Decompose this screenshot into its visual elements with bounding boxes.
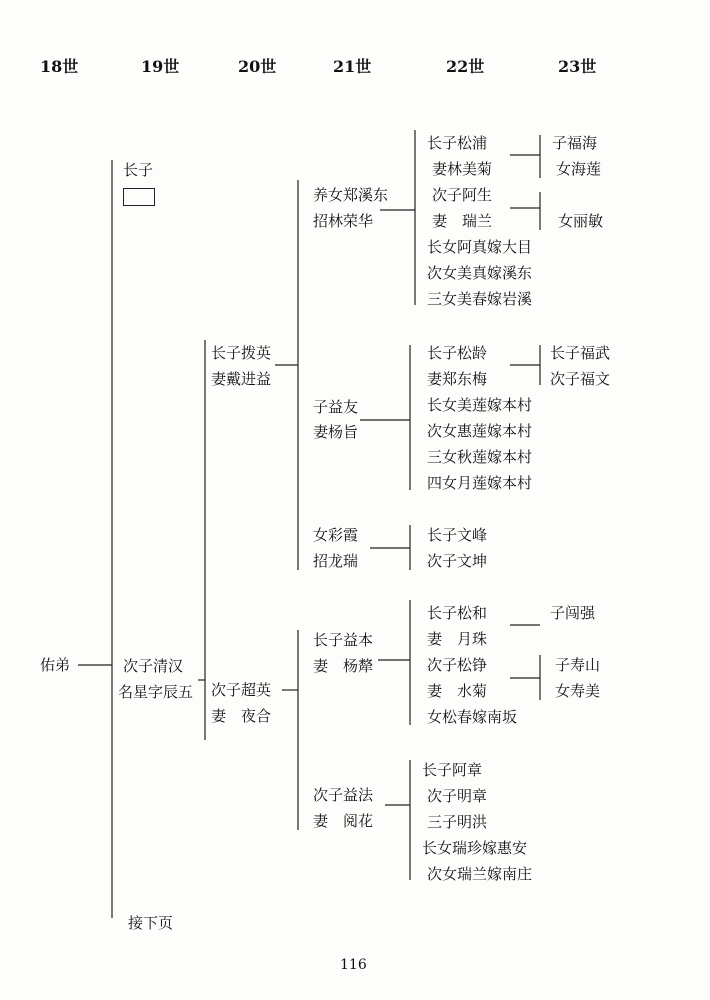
gen21-g3-line2: 招龙瑞 bbox=[313, 552, 359, 570]
gen19-second-line2: 名星字辰五 bbox=[118, 683, 194, 701]
generation-header-19: 19世 bbox=[141, 57, 180, 76]
page-number: 116 bbox=[340, 957, 367, 973]
gen21-g4-line2: 妻 杨犛 bbox=[313, 657, 374, 675]
generation-header-22: 22世 bbox=[446, 57, 485, 76]
gen22-entry: 长子松浦 bbox=[427, 134, 488, 152]
gen23-entry: 子闯强 bbox=[550, 604, 596, 622]
gen22-entry: 次子阿生 bbox=[432, 186, 493, 204]
continued-next-page-note: 接下页 bbox=[128, 914, 174, 932]
generation-header-21: 21世 bbox=[333, 57, 372, 76]
gen22-entry: 妻 月珠 bbox=[427, 630, 488, 648]
gen23-entry: 子福海 bbox=[552, 134, 598, 152]
gen19-second-line1: 次子清汉 bbox=[123, 657, 184, 675]
gen22-entry: 次女惠莲嫁本村 bbox=[427, 422, 533, 440]
gen20-eldest-line2: 妻戴进益 bbox=[211, 370, 272, 388]
gen23-entry: 长子福武 bbox=[550, 344, 611, 362]
gen22-entry: 长子松和 bbox=[427, 604, 488, 622]
gen21-g1-line2: 招林荣华 bbox=[313, 212, 374, 230]
generation-header-20: 20世 bbox=[238, 57, 277, 76]
gen23-entry: 女丽敏 bbox=[558, 212, 604, 230]
gen19-eldest-label: 长子 bbox=[123, 161, 154, 179]
gen21-g2-line2: 妻杨旨 bbox=[313, 423, 359, 441]
gen21-g1-line1: 养女郑溪东 bbox=[313, 186, 389, 204]
gen22-entry: 长女瑞珍嫁惠安 bbox=[422, 839, 528, 857]
gen22-entry: 妻 瑞兰 bbox=[432, 212, 493, 230]
generation-header-23: 23世 bbox=[558, 57, 597, 76]
gen21-g3-line1: 女彩霞 bbox=[313, 526, 359, 544]
gen22-entry: 长女美莲嫁本村 bbox=[427, 396, 533, 414]
gen22-entry: 妻林美菊 bbox=[432, 160, 493, 178]
gen18-person: 佑弟 bbox=[40, 656, 71, 674]
gen22-entry: 妻郑东梅 bbox=[427, 370, 488, 388]
gen22-entry: 四女月莲嫁本村 bbox=[427, 474, 533, 492]
gen22-entry: 次女瑞兰嫁南庄 bbox=[427, 865, 533, 883]
gen22-entry: 次女美真嫁溪东 bbox=[427, 264, 533, 282]
gen23-entry: 女海莲 bbox=[556, 160, 602, 178]
gen21-g4-line1: 长子益本 bbox=[313, 631, 374, 649]
gen22-entry: 女松春嫁南坂 bbox=[427, 708, 518, 726]
gen22-entry: 三女秋莲嫁本村 bbox=[427, 448, 533, 466]
gen22-entry: 妻 水菊 bbox=[427, 682, 488, 700]
gen20-eldest-line1: 长子拨英 bbox=[211, 344, 272, 362]
gen20-second-line2: 妻 夜合 bbox=[211, 707, 272, 725]
gen22-entry: 长子松龄 bbox=[427, 344, 488, 362]
gen21-g2-line1: 子益友 bbox=[313, 398, 359, 416]
gen22-entry: 次子明章 bbox=[427, 787, 488, 805]
gen21-g5-line2: 妻 阅花 bbox=[313, 812, 374, 830]
gen22-entry: 长子文峰 bbox=[427, 526, 488, 544]
gen21-g5-line1: 次子益法 bbox=[313, 786, 374, 804]
gen23-entry: 次子福文 bbox=[550, 370, 611, 388]
gen19-eldest-name-box bbox=[123, 188, 155, 206]
gen22-entry: 次子文坤 bbox=[427, 552, 488, 570]
gen22-entry: 次子松铮 bbox=[427, 656, 488, 674]
gen23-entry: 子寿山 bbox=[555, 656, 601, 674]
gen22-entry: 三女美春嫁岩溪 bbox=[427, 290, 533, 308]
generation-header-18: 18世 bbox=[40, 57, 79, 76]
gen22-entry: 长女阿真嫁大目 bbox=[427, 238, 533, 256]
gen23-entry: 女寿美 bbox=[555, 682, 601, 700]
gen20-second-line1: 次子超英 bbox=[211, 681, 272, 699]
gen22-entry: 长子阿章 bbox=[422, 761, 483, 779]
gen22-entry: 三子明洪 bbox=[427, 813, 488, 831]
